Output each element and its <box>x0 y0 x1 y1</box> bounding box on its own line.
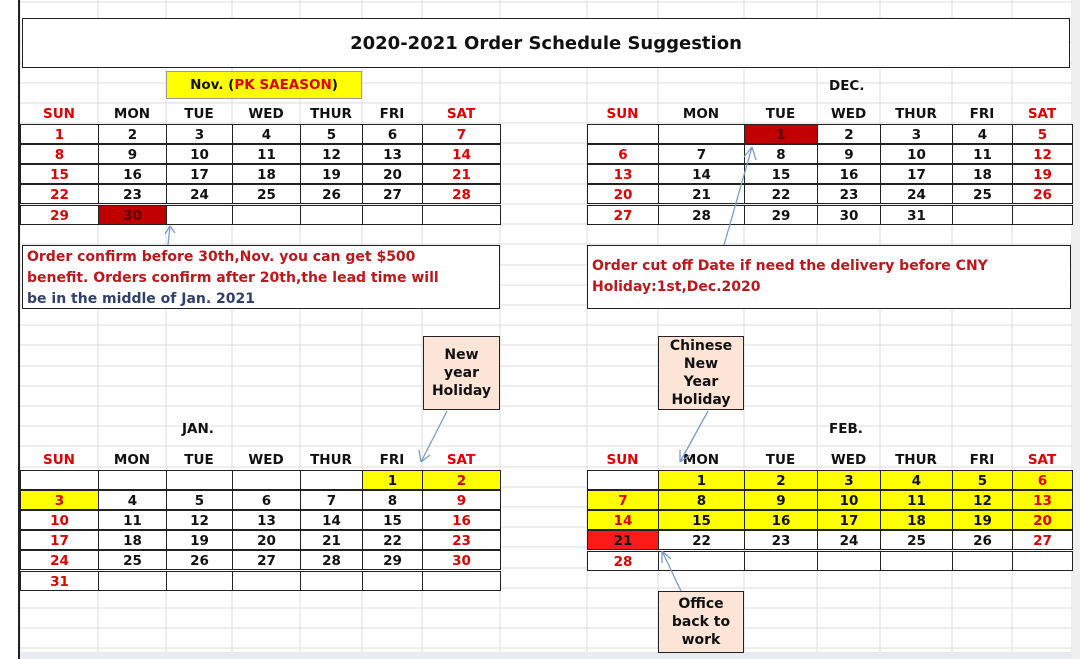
note-nov-line2: benefit. Orders confirm after 20th,the lead time will <box>27 270 439 286</box>
day-cell-dec-6[interactable]: 6 <box>587 144 659 164</box>
callout-cny-l1: Chinese <box>669 338 733 354</box>
day-cell-jan-9[interactable]: 9 <box>422 490 501 510</box>
day-cell-dec-29[interactable]: 29 <box>744 205 818 225</box>
day-cell-feb-28[interactable]: 28 <box>587 551 659 571</box>
day-cell-dec-21[interactable]: 21 <box>658 184 745 204</box>
day-cell-dec-16[interactable]: 16 <box>817 164 881 184</box>
day-cell-dec-28[interactable]: 28 <box>658 205 745 225</box>
day-cell-dec-25[interactable]: 25 <box>952 184 1013 204</box>
weekday-header-sat: SAT <box>1027 106 1057 122</box>
day-cell-feb-22[interactable]: 22 <box>658 530 745 550</box>
day-cell-dec-5[interactable]: 5 <box>1012 124 1073 144</box>
day-cell-dec-2[interactable]: 2 <box>817 124 881 144</box>
day-cell-jan-18[interactable]: 18 <box>98 530 167 550</box>
day-cell-jan-26[interactable]: 26 <box>166 550 233 570</box>
month-label-feb: FEB. <box>829 421 863 437</box>
weekday-header-sat: SAT <box>446 452 476 468</box>
note-dec-line2: Holiday:1st,Dec.2020 <box>592 279 761 295</box>
day-cell-dec-19[interactable]: 19 <box>1012 164 1073 184</box>
day-cell-jan-25[interactable]: 25 <box>98 550 167 570</box>
callout-new-year-l1: New <box>444 347 479 363</box>
day-cell-dec-23[interactable]: 23 <box>817 184 881 204</box>
day-cell-nov-29[interactable]: 29 <box>20 205 99 225</box>
weekday-header-sat: SAT <box>1027 452 1057 468</box>
day-cell-feb-17[interactable]: 17 <box>817 510 881 530</box>
weekday-header-mon: MON <box>682 106 720 122</box>
day-cell-nov-27[interactable]: 27 <box>362 184 423 204</box>
day-cell-feb-6[interactable]: 6 <box>1012 470 1073 490</box>
day-cell-nov-24[interactable]: 24 <box>166 184 233 204</box>
day-cell-dec-3[interactable]: 3 <box>880 124 953 144</box>
day-cell-dec-7[interactable]: 7 <box>658 144 745 164</box>
day-cell-feb-25[interactable]: 25 <box>880 530 953 550</box>
day-cell-jan-27[interactable]: 27 <box>232 550 301 570</box>
day-cell-feb-12[interactable]: 12 <box>952 490 1013 510</box>
day-cell-dec-20[interactable]: 20 <box>587 184 659 204</box>
day-cell-dec-26[interactable]: 26 <box>1012 184 1073 204</box>
weekday-header-wed: WED <box>248 106 284 122</box>
day-cell-nov-26[interactable]: 26 <box>300 184 363 204</box>
day-cell-nov-14[interactable]: 14 <box>422 144 501 164</box>
day-cell-jan-28[interactable]: 28 <box>300 550 363 570</box>
day-cell-jan-22[interactable]: 22 <box>362 530 423 550</box>
day-cell-nov-30[interactable]: 30 <box>98 205 167 225</box>
day-cell-feb-5[interactable]: 5 <box>952 470 1013 490</box>
day-cell-feb-20[interactable]: 20 <box>1012 510 1073 530</box>
callout-new-year-l3: Holiday <box>431 383 492 399</box>
nov-label-prefix: Nov. ( <box>190 77 235 93</box>
weekday-header-wed: WED <box>830 452 867 468</box>
day-cell-nov-7[interactable]: 7 <box>422 124 501 144</box>
weekday-header-sun: SUN <box>43 452 75 468</box>
day-cell-dec-8[interactable]: 8 <box>744 144 818 164</box>
arrow-dec-cutoff <box>724 147 756 245</box>
day-cell-nov-20[interactable]: 20 <box>362 164 423 184</box>
weekday-header-fri: FRI <box>969 106 995 122</box>
day-cell-jan-15[interactable]: 15 <box>362 510 423 530</box>
callout-cny-l4: Holiday <box>671 392 731 408</box>
day-cell-jan-1[interactable]: 1 <box>362 470 423 490</box>
day-cell-nov-15[interactable]: 15 <box>20 164 99 184</box>
callout-new-year-l2: year <box>444 365 479 381</box>
day-cell-nov-21[interactable]: 21 <box>422 164 501 184</box>
callout-office-l3: work <box>681 632 721 648</box>
callout-office-l1: Office <box>678 596 724 612</box>
day-cell-feb-8[interactable]: 8 <box>658 490 745 510</box>
day-cell-jan-29[interactable]: 29 <box>362 550 423 570</box>
day-cell-jan-10[interactable]: 10 <box>20 510 99 530</box>
nov-label-suffix: ) <box>331 77 338 93</box>
day-cell-nov-19[interactable]: 19 <box>300 164 363 184</box>
day-cell-jan-19[interactable]: 19 <box>166 530 233 550</box>
weekday-header-sat: SAT <box>446 106 476 122</box>
day-cell-nov-12[interactable]: 12 <box>300 144 363 164</box>
day-cell-jan-31[interactable]: 31 <box>20 571 99 591</box>
day-cell-jan-17[interactable]: 17 <box>20 530 99 550</box>
day-cell-feb-27[interactable]: 27 <box>1012 530 1073 550</box>
day-cell-jan-7[interactable]: 7 <box>300 490 363 510</box>
day-cell-feb-26[interactable]: 26 <box>952 530 1013 550</box>
weekday-header-fri: FRI <box>379 106 405 122</box>
arrow-cny <box>680 411 708 462</box>
weekday-header-wed: WED <box>830 106 867 122</box>
day-cell-dec-10[interactable]: 10 <box>880 144 953 164</box>
day-cell-jan-12[interactable]: 12 <box>166 510 233 530</box>
day-cell-feb-19[interactable]: 19 <box>952 510 1013 530</box>
day-cell-feb-21[interactable]: 21 <box>587 530 659 550</box>
arrow-new-year <box>419 411 447 462</box>
day-cell-nov-16[interactable]: 16 <box>98 164 167 184</box>
day-cell-jan-14[interactable]: 14 <box>300 510 363 530</box>
weekday-header-tue: TUE <box>765 106 796 122</box>
day-cell-jan-16[interactable]: 16 <box>422 510 501 530</box>
arrow-office <box>662 551 681 591</box>
day-cell-nov-18[interactable]: 18 <box>232 164 301 184</box>
weekday-header-mon: MON <box>113 106 151 122</box>
day-cell-dec-17[interactable]: 17 <box>880 164 953 184</box>
weekday-header-mon: MON <box>682 452 720 468</box>
day-cell-feb-18[interactable]: 18 <box>880 510 953 530</box>
day-cell-dec-13[interactable]: 13 <box>587 164 659 184</box>
day-cell-dec-1[interactable]: 1 <box>744 124 818 144</box>
day-cell-jan-8[interactable]: 8 <box>362 490 423 510</box>
callout-cny-l3: Year <box>683 374 719 390</box>
arrow-nov-30 <box>165 226 175 245</box>
day-cell-nov-22[interactable]: 22 <box>20 184 99 204</box>
day-cell-feb-23[interactable]: 23 <box>744 530 818 550</box>
day-cell-jan-24[interactable]: 24 <box>20 550 99 570</box>
day-cell-nov-17[interactable]: 17 <box>166 164 233 184</box>
day-cell-nov-4[interactable]: 4 <box>232 124 301 144</box>
day-cell-jan-11[interactable]: 11 <box>98 510 167 530</box>
weekday-header-tue: TUE <box>184 452 214 468</box>
month-label-jan: JAN. <box>182 421 214 437</box>
day-cell-nov-9[interactable]: 9 <box>98 144 167 164</box>
weekday-header-thur: THUR <box>895 106 937 122</box>
day-cell-dec-27[interactable]: 27 <box>587 205 659 225</box>
day-cell-jan-2[interactable]: 2 <box>422 470 501 490</box>
day-cell-dec-9[interactable]: 9 <box>817 144 881 164</box>
day-cell-dec-4[interactable]: 4 <box>952 124 1013 144</box>
callout-cny-l2: New <box>683 356 719 372</box>
day-cell-nov-5[interactable]: 5 <box>300 124 363 144</box>
weekday-header-thur: THUR <box>895 452 937 468</box>
day-cell-nov-3[interactable]: 3 <box>166 124 233 144</box>
weekday-header-sun: SUN <box>43 106 75 122</box>
weekday-header-tue: TUE <box>184 106 214 122</box>
weekday-header-tue: TUE <box>765 452 796 468</box>
page-title: 2020-2021 Order Schedule Suggestion <box>22 18 1070 68</box>
weekday-header-fri: FRI <box>379 452 405 468</box>
day-cell-nov-6[interactable]: 6 <box>362 124 423 144</box>
day-cell-dec-18[interactable]: 18 <box>952 164 1013 184</box>
day-cell-jan-21[interactable]: 21 <box>300 530 363 550</box>
day-cell-dec-12[interactable]: 12 <box>1012 144 1073 164</box>
day-cell-dec-11[interactable]: 11 <box>952 144 1013 164</box>
day-cell-feb-16[interactable]: 16 <box>744 510 818 530</box>
day-cell-feb-9[interactable]: 9 <box>744 490 818 510</box>
weekday-header-sun: SUN <box>606 106 639 122</box>
day-cell-dec-15[interactable]: 15 <box>744 164 818 184</box>
day-cell-nov-23[interactable]: 23 <box>98 184 167 204</box>
day-cell-nov-2[interactable]: 2 <box>98 124 167 144</box>
day-cell-dec-22[interactable]: 22 <box>744 184 818 204</box>
day-cell-jan-20[interactable]: 20 <box>232 530 301 550</box>
day-cell-feb-13[interactable]: 13 <box>1012 490 1073 510</box>
day-cell-jan-30[interactable]: 30 <box>422 550 501 570</box>
day-cell-jan-4[interactable]: 4 <box>98 490 167 510</box>
day-cell-feb-2[interactable]: 2 <box>744 470 818 490</box>
weekday-header-fri: FRI <box>969 452 995 468</box>
day-cell-feb-1[interactable]: 1 <box>658 470 745 490</box>
day-cell-feb-11[interactable]: 11 <box>880 490 953 510</box>
note-nov-line1: Order confirm before 30th,Nov. you can get $500 <box>27 249 416 265</box>
day-cell-nov-8[interactable]: 8 <box>20 144 99 164</box>
day-cell-feb-3[interactable]: 3 <box>817 470 881 490</box>
day-cell-feb-24[interactable]: 24 <box>817 530 881 550</box>
day-cell-jan-3[interactable]: 3 <box>20 490 99 510</box>
day-cell-jan-13[interactable]: 13 <box>232 510 301 530</box>
day-cell-dec-24[interactable]: 24 <box>880 184 953 204</box>
day-cell-nov-28[interactable]: 28 <box>422 184 501 204</box>
day-cell-feb-10[interactable]: 10 <box>817 490 881 510</box>
day-cell-dec-30[interactable]: 30 <box>817 205 881 225</box>
day-cell-feb-4[interactable]: 4 <box>880 470 953 490</box>
weekday-header-mon: MON <box>113 452 151 468</box>
weekday-header-wed: WED <box>248 452 284 468</box>
note-dec-line1: Order cut off Date if need the delivery before CNY <box>592 258 988 274</box>
day-cell-nov-25[interactable]: 25 <box>232 184 301 204</box>
day-cell-dec-31[interactable]: 31 <box>880 205 953 225</box>
weekday-header-thur: THUR <box>310 106 352 122</box>
day-cell-jan-6[interactable]: 6 <box>232 490 301 510</box>
day-cell-nov-13[interactable]: 13 <box>362 144 423 164</box>
nov-label-highlight: PK SAEASON <box>234 77 332 93</box>
weekday-header-sun: SUN <box>606 452 639 468</box>
note-nov-line3: be in the middle of Jan. 2021 <box>27 291 256 307</box>
day-cell-nov-10[interactable]: 10 <box>166 144 233 164</box>
weekday-header-thur: THUR <box>310 452 352 468</box>
day-cell-feb-15[interactable]: 15 <box>658 510 745 530</box>
day-cell-jan-23[interactable]: 23 <box>422 530 501 550</box>
day-cell-feb-7[interactable]: 7 <box>587 490 659 510</box>
day-cell-jan-5[interactable]: 5 <box>166 490 233 510</box>
callout-office-l2: back to <box>671 614 731 630</box>
day-cell-feb-14[interactable]: 14 <box>587 510 659 530</box>
day-cell-nov-1[interactable]: 1 <box>20 124 99 144</box>
day-cell-nov-11[interactable]: 11 <box>232 144 301 164</box>
month-label-dec: DEC. <box>829 78 865 94</box>
day-cell-dec-14[interactable]: 14 <box>658 164 745 184</box>
